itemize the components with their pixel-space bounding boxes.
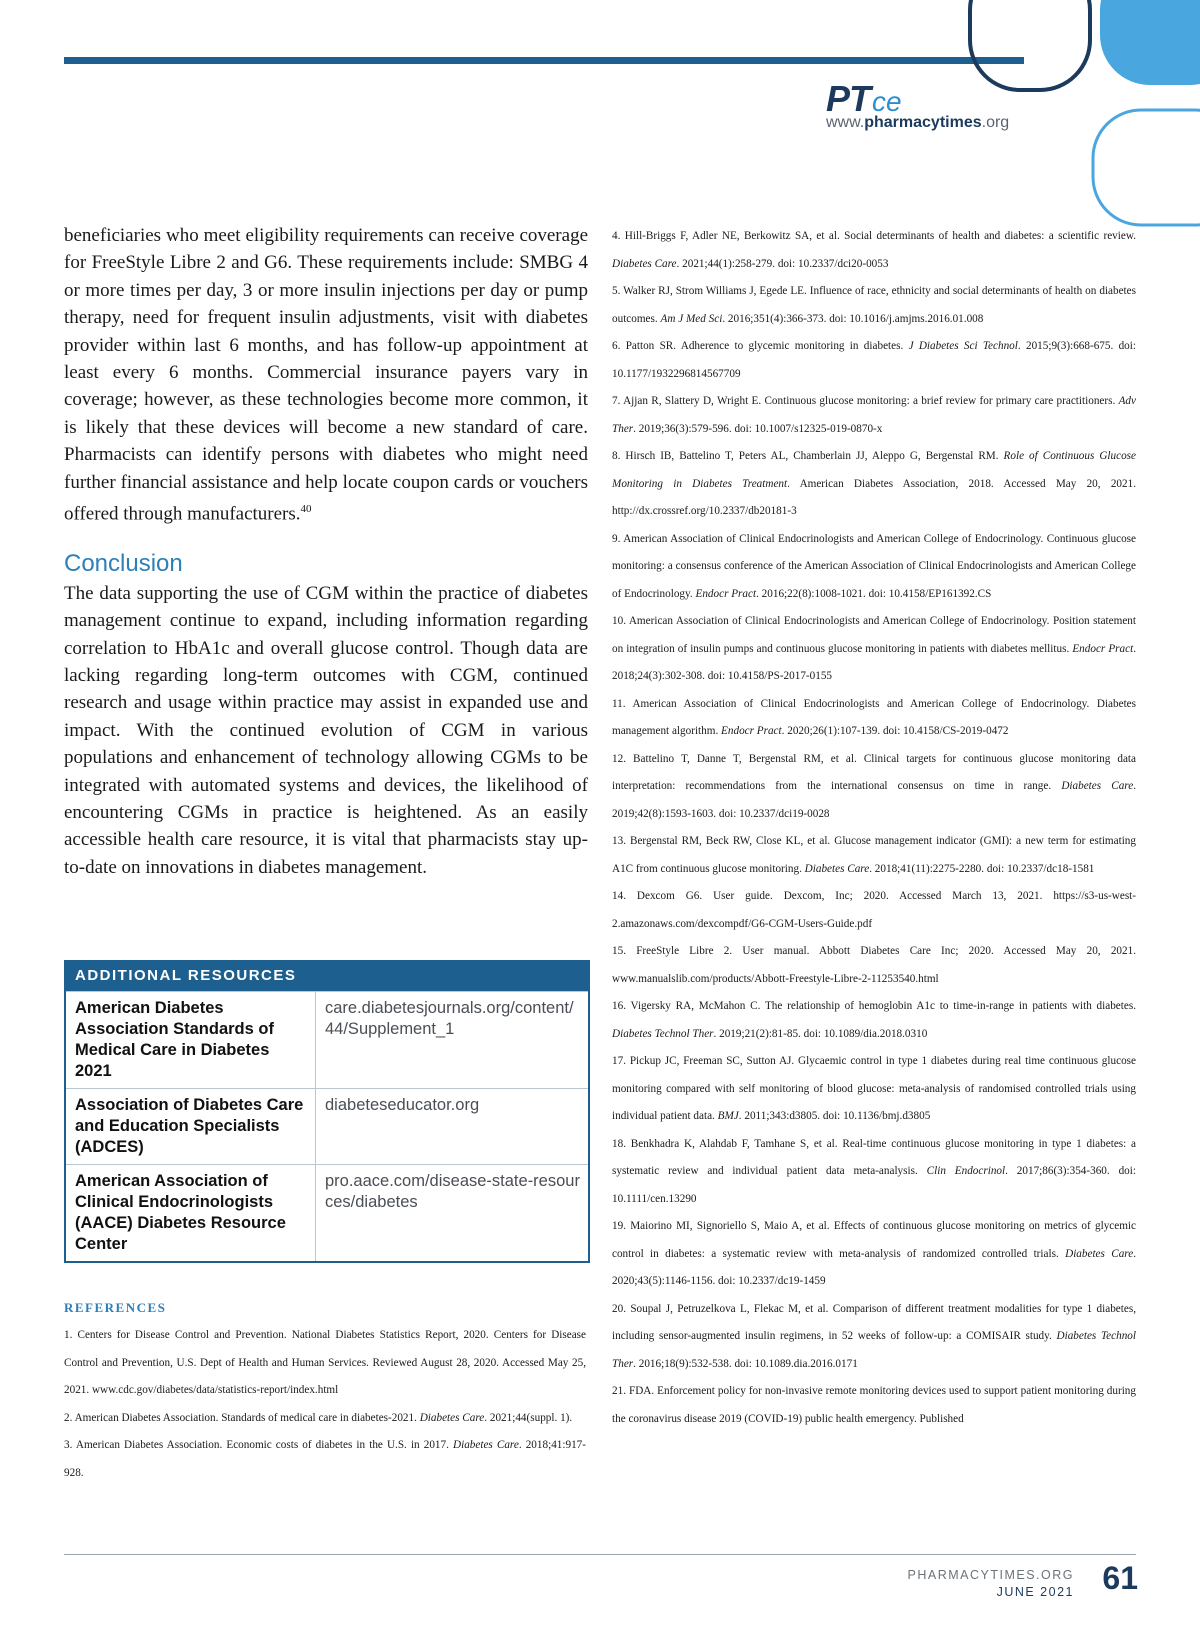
footer-rule (64, 1554, 1136, 1555)
logo-mark: PT (826, 78, 871, 119)
page-number: 61 (1102, 1560, 1138, 1596)
resource-link[interactable]: care.diabetesjournals.org/content/44/Supplement_1 (325, 999, 574, 1038)
table-row (66, 991, 588, 1088)
reference-item: 6. Patton SR. Adherence to glycemic monitoring in diabetes. J Diabetes Sci Technol. 2015;9(3):668-675. doi: 10.1177/1932296814567709 (612, 340, 1136, 380)
reference-item: 7. Ajjan R, Slattery D, Wright E. Continuous glucose monitoring: a brief review for primary care practitioners. Adv Ther. 2019;36(3):579-596. doi: 10.1007/s12325-019-0870-x (612, 395, 1136, 435)
site-url[interactable]: www.pharmacytimes.org (826, 114, 1010, 131)
footer-date: JUNE 2021 (996, 1585, 1074, 1599)
resource-link[interactable]: pro.aace.com/disease-state-resources/diabetes (325, 1172, 580, 1211)
reference-item: 5. Walker RJ, Strom Williams J, Egede LE. Influence of race, ethnicity and social determinants of health on diabetes outcomes. Am J Med Sci. 2016;351(4):366-373. doi: 10.1016/j.amjms.2016.01.008 (612, 285, 1136, 325)
table-row (66, 1164, 588, 1261)
reference-item: 4. Hill-Briggs F, Adler NE, Berkowitz SA, et al. Social determinants of health and diabetes: a scientific review. Diabetes Care. 2021;44(1):258-279. doi: 10.2337/dci20-0053 (612, 230, 1136, 270)
reference-item: 8. Hirsch IB, Battelino T, Peters AL, Chamberlain JJ, Aleppo G, Bergenstal RM. Role of Continuous Glucose Monitoring in Diabetes Treatment. American Diabetes Association, 2018. Accessed May 20, 2021. http://dx.crossref.org/10.2337/db20181-3 (612, 450, 1136, 517)
reference-item: 12. Battelino T, Danne T, Bergenstal RM, et al. Clinical targets for continuous glucose monitoring data interpretation: recommendations from the international consensus on time in range. Diabetes Care. 2019;42(8):1593-1603. doi: 10.2337/dci19-0028 (612, 752, 1137, 820)
deco-outline-pill (1093, 110, 1200, 225)
decorative-circles (0, 0, 1200, 240)
reference-item: 15. FreeStyle Libre 2. User manual. Abbott Diabetes Care Inc; 2020. Accessed May 20, 2021. www.manualslib.com/products/Abbott-Freestyle-Libre-2-11253540.html (612, 945, 1136, 985)
reference-item: 14. Dexcom G6. User guide. Dexcom, Inc; 2020. Accessed March 13, 2021. https://s3-us-west-2.amazonaws.com/dexcompdf/G6-CGM-Users-Guide.pdf (612, 890, 1136, 930)
reference-item: 16. Vigersky RA, McMahon C. The relationship of hemoglobin A1c to time-in-range in patients with diabetes. Diabetes Technol Ther. 2019;21(2):81-85. doi: 10.1089/dia.2018.0310 (612, 1000, 1136, 1040)
left-column (64, 222, 588, 881)
footer-site: PHARMACYTIMES.ORG (907, 1568, 1074, 1582)
additional-resources-table (64, 960, 590, 1263)
reference-item: 10. American Association of Clinical Endocrinologists and American College of Endocrinology. Position statement on integration of insulin pumps and continuous glucose monitoring in patients with diabetes mellitus. Endocr Pract. 2018;24(3):302-308. doi: 10.4158/PS-2017-0155 (612, 615, 1136, 682)
references-right (612, 223, 1136, 1433)
reference-item: 2. American Diabetes Association. Standards of medical care in diabetes-2021. Diabetes Care. 2021;44(suppl. 1). (64, 1411, 573, 1424)
reference-item: 13. Bergenstal RM, Beck RW, Close KL, et al. Glucose management indicator (GMI): a new term for estimating A1C from continuous glucose monitoring. Diabetes Care. 2018;41(11):2275-2280. doi: 10.2337/dc18-1581 (612, 835, 1136, 875)
reference-item: 18. Benkhadra K, Alahdab F, Tamhane S, et al. Real-time continuous glucose monitoring in type 1 diabetes: a systematic review and individual patient data meta-analysis. Clin Endocrinol. 2017;86(3):354-360. doi: 10.1111/cen.13290 (612, 1137, 1136, 1205)
reference-item: 19. Maiorino MI, Signoriello S, Maio A, et al. Effects of continuous glucose monitoring on metrics of glycemic control in diabetes: a systematic review with meta-analysis of randomized controlled trials. Diabetes Care. 2020;43(5):1146-1156. doi: 10.2337/dc19-1459 (612, 1220, 1136, 1287)
reference-item: 9. American Association of Clinical Endocrinologists and American College of Endocrinology. Continuous glucose monitoring: a consensus conference of the American Association of Clinical Endocrinologists and American College of Endocrinology. Endocr Pract. 2016;22(8):1008-1021. doi: 10.4158/EP161392.CS (612, 532, 1136, 600)
reference-item: 1. Centers for Disease Control and Prevention. National Diabetes Statistics Report, 2020. Centers for Disease Control and Prevention, U.S. Dept of Health and Human Services. Reviewed August 28, 2020. Accessed May 25, 2021. www.cdc.gov/diabetes/data/statistics-report/index.html (64, 1329, 586, 1396)
reference-item: 11. American Association of Clinical Endocrinologists and American College of Endocrinology. Diabetes management algorithm. Endocr Pract. 2020;26(1):107-139. doi: 10.4158/CS-2019-0472 (612, 697, 1136, 737)
references-heading: REFERENCES (64, 1300, 167, 1315)
body-paragraph: beneficiaries who meet eligibility requirements can receive coverage for FreeStyle Libre 2 and G6. These requirements include: SMBG 4 or more times per day, 3 or more insulin injections per day or pump therapy, need for frequent insulin adjustments, visit with diabetes provider within last 6 months, and has follow-up appointment at least every 6 months. Commercial insurance payers vary in coverage; however, as these technologies become more common, it is likely that these devices will become a new standard of care. Pharmacists can identify persons with diabetes who might need further financial assistance and help locate coupon cards or vouchers offered through manufacturers.$^{40}$ (64, 225, 588, 525)
resource-name: American Association of Clinical Endocrinologists (AACE) Diabetes Resource Center (66, 1165, 316, 1261)
reference-item: 21. FDA. Enforcement policy for non-invasive remote monitoring devices used to support patient monitoring during the coronavirus disease 2019 (COVID-19) public health emergency. Published (612, 1385, 1136, 1425)
conclusion-heading: Conclusion (64, 549, 183, 577)
reference-item: 20. Soupal J, Petruzelkova L, Flekac M, et al. Comparison of different treatment modalities for type 1 diabetes, including sensor-augmented insulin regimens, in 52 weeks of follow-up: a COMISAIR study. Diabetes Technol Ther. 2016;18(9):532-538. doi: 10.1089.dia.2016.0171 (612, 1302, 1136, 1370)
citation-superscript: 40 (300, 503, 312, 516)
reference-item: 3. American Diabetes Association. Economic costs of diabetes in the U.S. in 2017. Diabetes Care. 2018;41:917-928. (64, 1439, 586, 1479)
reference-item: 17. Pickup JC, Freeman SC, Sutton AJ. Glycaemic control in type 1 diabetes during real time continuous glucose monitoring compared with self monitoring of blood glucose: meta-analysis of randomised controlled trials using individual patient data. BMJ. 2011;343:d3805. doi: 10.1136/bmj.d3805 (612, 1055, 1136, 1122)
deco-dark-pill (970, 0, 1090, 90)
resources-table-title: ADDITIONAL RESOURCES (66, 960, 588, 991)
resource-name: American Diabetes Association Standards of Medical Care in Diabetes 2021 (66, 992, 316, 1088)
logo-ce: ce (872, 86, 902, 117)
table-row (66, 1088, 588, 1164)
resource-link[interactable]: diabeteseducator.org (325, 1096, 480, 1114)
conclusion-paragraph: The data supporting the use of CGM within the practice of diabetes management continue to expand, including information regarding correlation to HbA1c and overall glucose control. Though data are lacking regarding long-term outcomes with CGM, continued research and usage within practice may assist in expanded use and impact. With the continued evolution of CGM in various populations and enhancement of technology allowing CGMs to be integrated with automated systems and devices, the likelihood of encountering CGMs in practice is heightened. As an easily accessible health care resource, it is vital that pharmacists stay up-to-date on innovations in diabetes management. (64, 582, 588, 878)
resource-name: Association of Diabetes Care and Education Specialists (ADCES) (66, 1089, 316, 1164)
references-left (64, 1322, 586, 1487)
deco-filled-pill (1100, 0, 1200, 85)
